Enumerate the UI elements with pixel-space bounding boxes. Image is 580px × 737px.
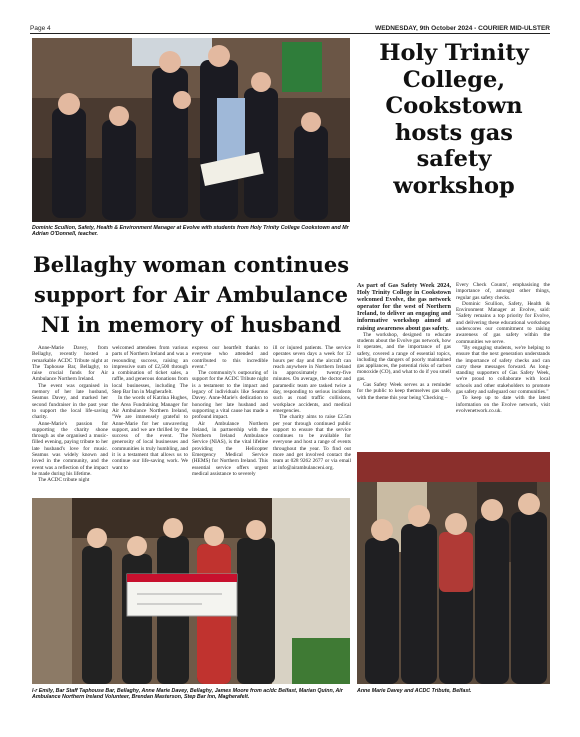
- story2-paragraph: express our heartfelt thanks to everyone who attended and contributed to this incredible event.": [192, 345, 268, 370]
- tribute-photo-caption: Anne Marie Davey and ACDC Tribute, Belfast.: [357, 688, 472, 694]
- story1-paragraph: To keep up to date with the latest information on the Evolve network, visit evolvenetwork.co.uk.: [456, 395, 550, 414]
- story2-column-1: [32, 345, 108, 495]
- school-group-photo: [32, 38, 350, 222]
- story2-paragraph: ill or injured patients. The service operates seven days a week for 12 hours per day and the aircraft can reach anywhere in Northern Ireland in approximately twenty-five minutes. On average, the doctor and paramedic team are tasked twice a day, responding to serious incidents such as road traffic collisions, workplace accidents, and medical emergencies.: [273, 345, 351, 414]
- story1-column-2: [456, 282, 550, 447]
- cheque-presentation-photo: [32, 498, 350, 684]
- header-rule: [30, 33, 550, 34]
- story2-paragraph: Air Ambulance Northern Ireland, in partnership with the Northern Ireland Ambulance Service (NIAS), is the vital lifeline providing the Helicopter Emergency Medical Service (HEMS) for Northern Ireland. This essential service offers urgent medical assistance to severely: [192, 420, 268, 477]
- story2-paragraph: The community's outpouring of support for the ACDC Tribute night is a testament to the impact and legacy of individuals like Seamus Davey. Anne-Marie's dedication to honoring her late husband and supporting a vital cause has made a profound impact.: [192, 370, 268, 421]
- masthead-date: WEDNESDAY, 9th October 2024 - COURIER MID-ULSTER: [375, 25, 550, 32]
- story1-lead: As part of Gas Safety Week 2024, Holy Trinity College in Cookstown welcomed Evolve, the gas network operator for the west of Northern Ireland, to deliver an engaging and informative workshop aimed at raising awareness about gas safety.: [357, 282, 451, 332]
- cheque-photo-caption: l-r Emily, Bar Staff Taphouse Bar, Bellaghy, Anne Marie Davey, Bellaghy, James Moore from ac/dc Belfast, Marian Quinn, Air Ambulance Northern Ireland Volunteer, Brendan Masterson, Step Bar Inn, Magherafelt.: [32, 688, 343, 701]
- page-number: Page 4: [30, 25, 51, 32]
- story2-headline: Bellaghy woman continues support for Air Ambulance NI in memory of husband: [32, 252, 350, 337]
- story2-paragraph: The event was organised in memory of her late husband, Seamus Davey, and marked her second fundraiser in the past year to support the local life-saving charity.: [32, 382, 108, 421]
- story1-column-1: [357, 282, 451, 447]
- story2-paragraph: In the words of Katrina Hughes, the Area Fundraising Manager for Air Ambulance Northern Ireland, "We are immensely grateful to Anne-Marie for her unwavering support, and we are thrilled by the success of the event. The generosity of local businesses and communities is truly humbling, and it is a testament that allows us to continue our life-saving work. We want to: [112, 395, 188, 471]
- story2-paragraph: Anne-Marie Davey, from Bellaghy, recently hosted a remarkable ACDC Tribute night at The Taphouse Bar, Bellaghy, to raise crucial funds for Air Ambulance Northern Ireland.: [32, 345, 108, 383]
- story1-paragraph: Every Check Counts', emphasising the importance of, amongst other things, regular gas safety checks.: [456, 282, 550, 301]
- school-photo-caption: Dominic Scullion, Safety, Health & Environment Manager at Evolve with students from Holy Trinity College Cookstown and Mr Adrian O'Donnell, teacher.: [32, 225, 349, 238]
- story1-paragraph: Dominic Scullion, Safety, Health & Environment Manager at Evolve, said: "Safety remains a top priority for Evolve, and delivering these educational workshops underscores our commitment to raising awareness of gas safety within the communities we serve.: [456, 300, 550, 345]
- story2-column-2: [112, 345, 188, 495]
- story1-headline: Holy Trinity College, Cookstown hosts gas safety workshop: [379, 40, 529, 199]
- story1-paragraph: "By engaging students, we're helping to ensure that the next generation understands the importance of safety checks and can carry these messages forward. As long-standing supporters of Gas Safety Week, we're proud to collaborate with local schools and other stakeholders to promote gas safety and safeguard our communities.": [456, 344, 550, 396]
- story2-column-3: [192, 345, 268, 495]
- tribute-band-photo: [357, 452, 550, 684]
- story2-paragraph: welcomed attendees from various parts of Northern Ireland and was a resounding success, raising an impressive sum of £2,500 through a combination of ticket sales, a raffle, and generous donations from local businesses, including The Step Bar Inn in Magherafelt.: [112, 345, 188, 396]
- story1-paragraph: The workshop, designed to educate students about the Evolve gas network, how it operates, and the importance of gas safety, covered a range of essential topics, including the dangers of poorly maintained gas appliances, the potential risks of carbon monoxide (CO), and what to do if you smell gas.: [357, 331, 451, 382]
- story2-paragraph: The ACDC tribute night: [38, 477, 90, 484]
- story1-paragraph: Gas Safety Week serves as a reminder for the public to keep themselves gas safe, with the theme this year being 'Checking –: [357, 382, 451, 401]
- story2-paragraph: Anne-Marie's passion for supporting the charity shone through as she organised a music-filled evening, paying tribute to her late husband's love for music. Seamus was widely known and loved in the community, and the event was a reflection of the impact he made during his lifetime.: [32, 420, 108, 477]
- giant-cheque-graphic: [127, 574, 237, 616]
- story2-column-4: [273, 345, 351, 495]
- story2-paragraph: The charity aims to raise £2.5m per year through continued public support to ensure that the service continues to be available for everyone and host a range of events throughout the year. To find out more and get involved contact the team at 028 9262 2677 or via email at info@airambulanceni.org.: [273, 414, 351, 471]
